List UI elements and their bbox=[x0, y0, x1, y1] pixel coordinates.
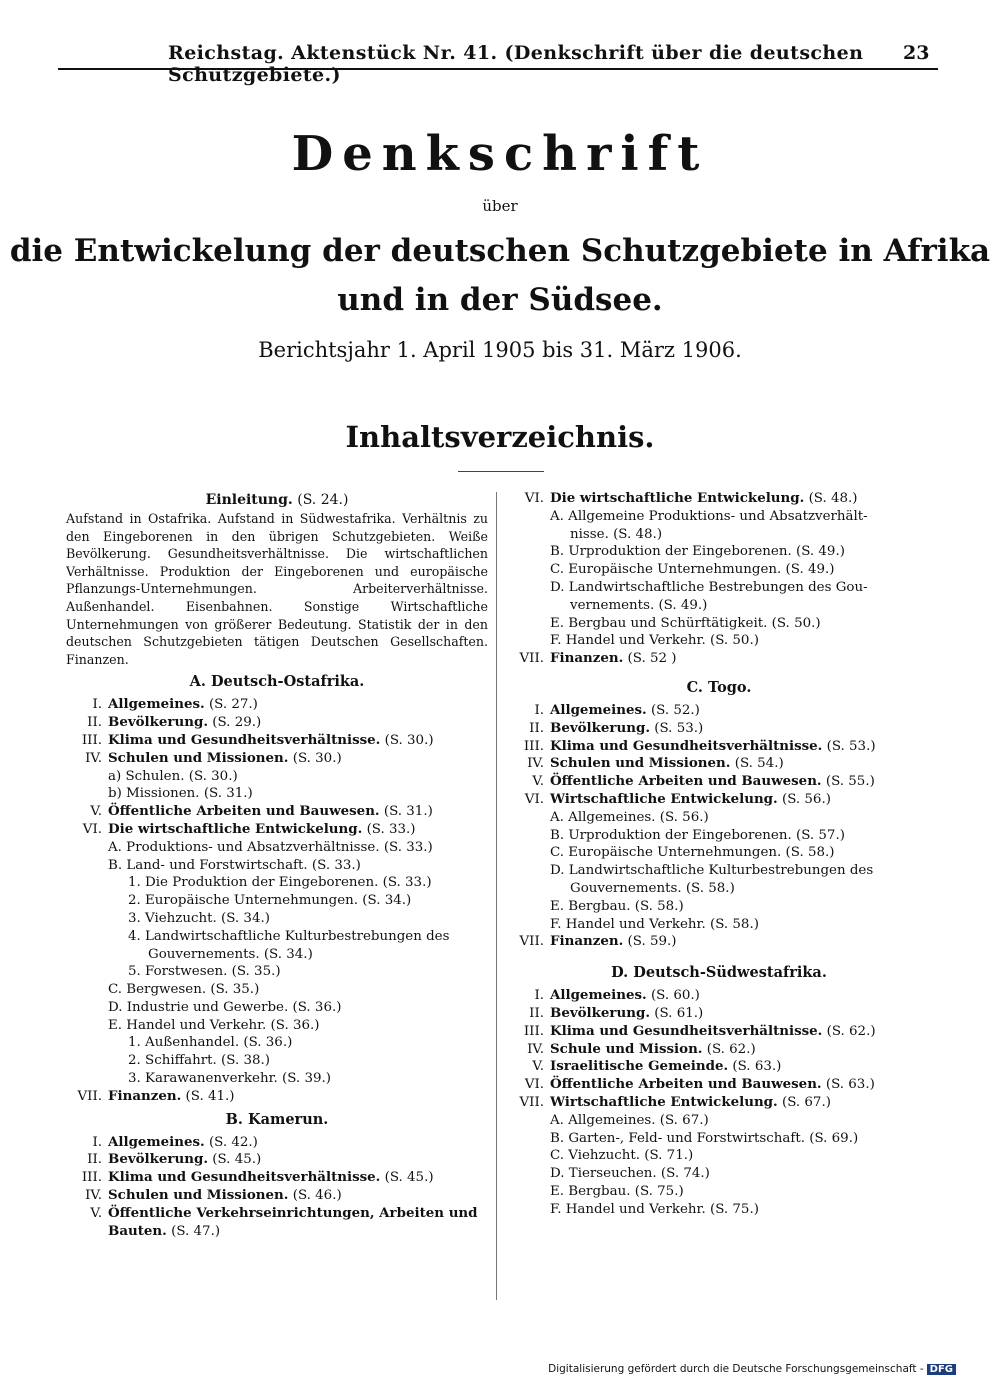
toc-subentry: A. Allgemeines. (S. 67.) bbox=[550, 1112, 709, 1128]
toc-entry: III. Klima und Gesundheitsverhältnisse. (S. 30.) bbox=[81, 731, 434, 748]
toc-subentry: D. Industrie und Gewerbe. (S. 36.) bbox=[108, 999, 342, 1015]
toc-entry: VI. Wirtschaftliche Entwickelung. (S. 56.) bbox=[524, 790, 831, 807]
section-heading-togo: C. Togo. bbox=[686, 678, 752, 696]
toc-subentry: E. Handel und Verkehr. (S. 36.) bbox=[108, 1017, 320, 1033]
toc-subentry: 1. Außenhandel. (S. 36.) bbox=[128, 1035, 293, 1051]
toc-subentry: A. Produktions- und Absatzverhältnisse. (S. 33.) bbox=[108, 839, 433, 855]
toc-entry: V. Öffentliche Arbeiten und Bauwesen. (S. 55.) bbox=[532, 773, 875, 790]
toc-entry: VI. Die wirtschaftliche Entwickelung. (S. 33.) bbox=[82, 820, 416, 837]
toc-subentry: B. Urproduktion der Eingeborenen. (S. 49.) bbox=[550, 544, 845, 560]
toc-subentry: F. Handel und Verkehr. (S. 50.) bbox=[550, 633, 759, 649]
toc-subentry: 2. Europäische Unternehmungen. (S. 34.) bbox=[128, 893, 412, 909]
toc-subentry: D. Tierseuchen. (S. 74.) bbox=[550, 1166, 710, 1182]
toc-entry: III. Klima und Gesundheitsverhältnisse. (S. 62.) bbox=[523, 1022, 876, 1039]
toc-entry: III. Klima und Gesundheitsverhältnisse. (S. 45.) bbox=[81, 1169, 434, 1186]
toc-subentry: E. Bergbau. (S. 58.) bbox=[550, 898, 684, 914]
einleitung-heading: Einleitung. (S. 24.) bbox=[205, 492, 349, 508]
document-title: Denkschrift bbox=[291, 126, 709, 182]
toc-entry: VII. Finanzen. (S. 59.) bbox=[519, 933, 677, 950]
subtitle-line-1: die Entwickelung der deutschen Schutzgebiete in Afrika bbox=[9, 233, 991, 269]
toc-heading: Inhaltsverzeichnis. bbox=[345, 420, 655, 454]
toc-subentry: E. Bergbau. (S. 75.) bbox=[550, 1183, 684, 1199]
toc-subentry: nisse. (S. 48.) bbox=[570, 526, 663, 542]
toc-entry: I. Allgemeines. (S. 42.) bbox=[92, 1133, 258, 1150]
digitization-credit bbox=[548, 1363, 956, 1375]
toc-subentry: 3. Karawanenverkehr. (S. 39.) bbox=[128, 1071, 331, 1087]
toc-subentry: F. Handel und Verkehr. (S. 58.) bbox=[550, 916, 759, 932]
section-heading-ostafrika: A. Deutsch-Ostafrika. bbox=[189, 673, 365, 691]
page-number: 23 bbox=[903, 42, 930, 64]
toc-entry: VI. Öffentliche Arbeiten und Bauwesen. (S. 63.) bbox=[524, 1076, 875, 1093]
toc-subentry: D. Landwirtschaftliche Kulturbestrebungen des bbox=[550, 863, 874, 879]
report-year: Berichtsjahr 1. April 1905 bis 31. März 1906. bbox=[258, 338, 742, 362]
toc-entry: IV. Schulen und Missionen. (S. 54.) bbox=[527, 755, 784, 772]
toc-entry: VII. Finanzen. (S. 41.) bbox=[77, 1087, 235, 1104]
header-rule bbox=[58, 68, 938, 70]
toc-subentry: Gouvernements. (S. 34.) bbox=[148, 946, 313, 962]
toc-subentry: 2. Schiffahrt. (S. 38.) bbox=[128, 1053, 270, 1069]
toc-left-column bbox=[66, 490, 488, 1240]
toc-subentry: C. Viehzucht. (S. 71.) bbox=[550, 1148, 694, 1164]
toc-subentry: 4. Landwirtschaftliche Kulturbestrebungen des bbox=[128, 928, 450, 944]
running-header bbox=[0, 34, 1000, 86]
section-heading-suedwestafrika: D. Deutsch-Südwestafrika. bbox=[611, 964, 827, 982]
toc-subentry: 3. Viehzucht. (S. 34.) bbox=[128, 910, 270, 926]
toc-subentry: D. Landwirtschaftliche Bestrebungen des Gou- bbox=[550, 579, 868, 595]
toc-entry: IV. Schulen und Missionen. (S. 46.) bbox=[85, 1187, 342, 1204]
toc-subentry: 5. Forstwesen. (S. 35.) bbox=[128, 964, 281, 980]
toc-entry: I. Allgemeines. (S. 60.) bbox=[534, 987, 700, 1004]
toc-entry: IV. Schulen und Missionen. (S. 30.) bbox=[85, 749, 342, 766]
toc-subentry: Gouvernements. (S. 58.) bbox=[570, 880, 735, 896]
toc-entry: VI. Die wirtschaftliche Entwickelung. (S. 48.) bbox=[524, 490, 858, 506]
toc-subentry: 1. Die Produktion der Eingeborenen. (S. 33.) bbox=[128, 875, 432, 891]
toc-entry: II. Bevölkerung. (S. 61.) bbox=[529, 1004, 704, 1021]
credit-text: Digitalisierung gefördert durch die Deutsche Forschungsgemeinschaft - bbox=[548, 1363, 924, 1375]
subtitle-line-2: und in der Südsee. bbox=[337, 282, 663, 318]
toc-subentry: C. Europäische Unternehmungen. (S. 49.) bbox=[550, 562, 835, 578]
toc-subentry: B. Garten-, Feld- und Forstwirtschaft. (S. 69.) bbox=[550, 1130, 859, 1146]
toc-divider bbox=[458, 471, 544, 472]
toc-subentry: E. Bergbau und Schürftätigkeit. (S. 50.) bbox=[550, 615, 821, 631]
toc-subentry: C. Bergwesen. (S. 35.) bbox=[108, 982, 260, 998]
toc-entry: II. Bevölkerung. (S. 45.) bbox=[87, 1151, 262, 1168]
toc-entry: IV. Schule und Mission. (S. 62.) bbox=[527, 1040, 756, 1057]
toc-subentry: B. Land- und Forstwirtschaft. (S. 33.) bbox=[108, 857, 361, 873]
einleitung-text: Aufstand in Ostafrika. Aufstand in Südwestafrika. Verhältnis zu den Eingeborenen in den übrigen Schutzgebieten. Weiße Bevölkerung. Gesundheitsverhältnisse. Die wirtschaftlichen Verhältnisse. Produktion der Eingeborenen und europäische Pflanzungs-Unternehmungen. Arbeiterverhältnisse. Außenhandel. Eisenbahnen. Sonstige Wirtschaftliche Unternehmungen von größerer Bedeutung. Statistik der in den deutschen Schutzgebieten tätigen Deutschen Gesellschaften. Finanzen. bbox=[66, 511, 488, 667]
toc-subentry: vernements. (S. 49.) bbox=[570, 597, 708, 613]
section-heading-kamerun: B. Kamerun. bbox=[225, 1110, 329, 1128]
toc-entry: V. Israelitische Gemeinde. (S. 63.) bbox=[532, 1058, 782, 1075]
toc-entry: VII. Wirtschaftliche Entwickelung. (S. 67.) bbox=[519, 1093, 831, 1110]
toc-entry: V. Öffentliche Arbeiten und Bauwesen. (S. 31.) bbox=[90, 803, 433, 820]
title-ueber: über bbox=[482, 197, 518, 215]
toc-subentry: a) Schulen. (S. 30.) bbox=[108, 768, 238, 784]
toc-subentry: A. Allgemeines. (S. 56.) bbox=[550, 809, 709, 825]
toc-subentry: F. Handel und Verkehr. (S. 75.) bbox=[550, 1201, 759, 1217]
toc-entry: VII. Finanzen. (S. 52 ) bbox=[519, 650, 677, 667]
dfg-logo: DFG bbox=[927, 1364, 956, 1375]
toc-subentry: b) Missionen. (S. 31.) bbox=[108, 786, 253, 802]
toc-entry: II. Bevölkerung. (S. 53.) bbox=[529, 719, 704, 736]
toc-entry: I. Allgemeines. (S. 52.) bbox=[534, 701, 700, 718]
toc-subentry: B. Urproduktion der Eingeborenen. (S. 57.) bbox=[550, 827, 845, 843]
running-head: Reichstag. Aktenstück Nr. 41. (Denkschrift über die deutschen Schutzgebiete.) bbox=[168, 42, 864, 86]
toc-entry: II. Bevölkerung. (S. 29.) bbox=[87, 714, 262, 731]
toc-entry: III. Klima und Gesundheitsverhältnisse. (S. 53.) bbox=[523, 737, 876, 754]
toc-entry: I. Allgemeines. (S. 27.) bbox=[92, 696, 258, 713]
toc-subentry: C. Europäische Unternehmungen. (S. 58.) bbox=[550, 845, 835, 861]
toc-entry: V. Öffentliche Verkehrseinrichtungen, Arbeiten und Bauten. (S. 47.) bbox=[90, 1204, 478, 1239]
toc-subentry: A. Allgemeine Produktions- und Absatzverhält- bbox=[550, 508, 868, 524]
toc-right-column bbox=[508, 490, 930, 1218]
column-divider bbox=[496, 492, 497, 1300]
